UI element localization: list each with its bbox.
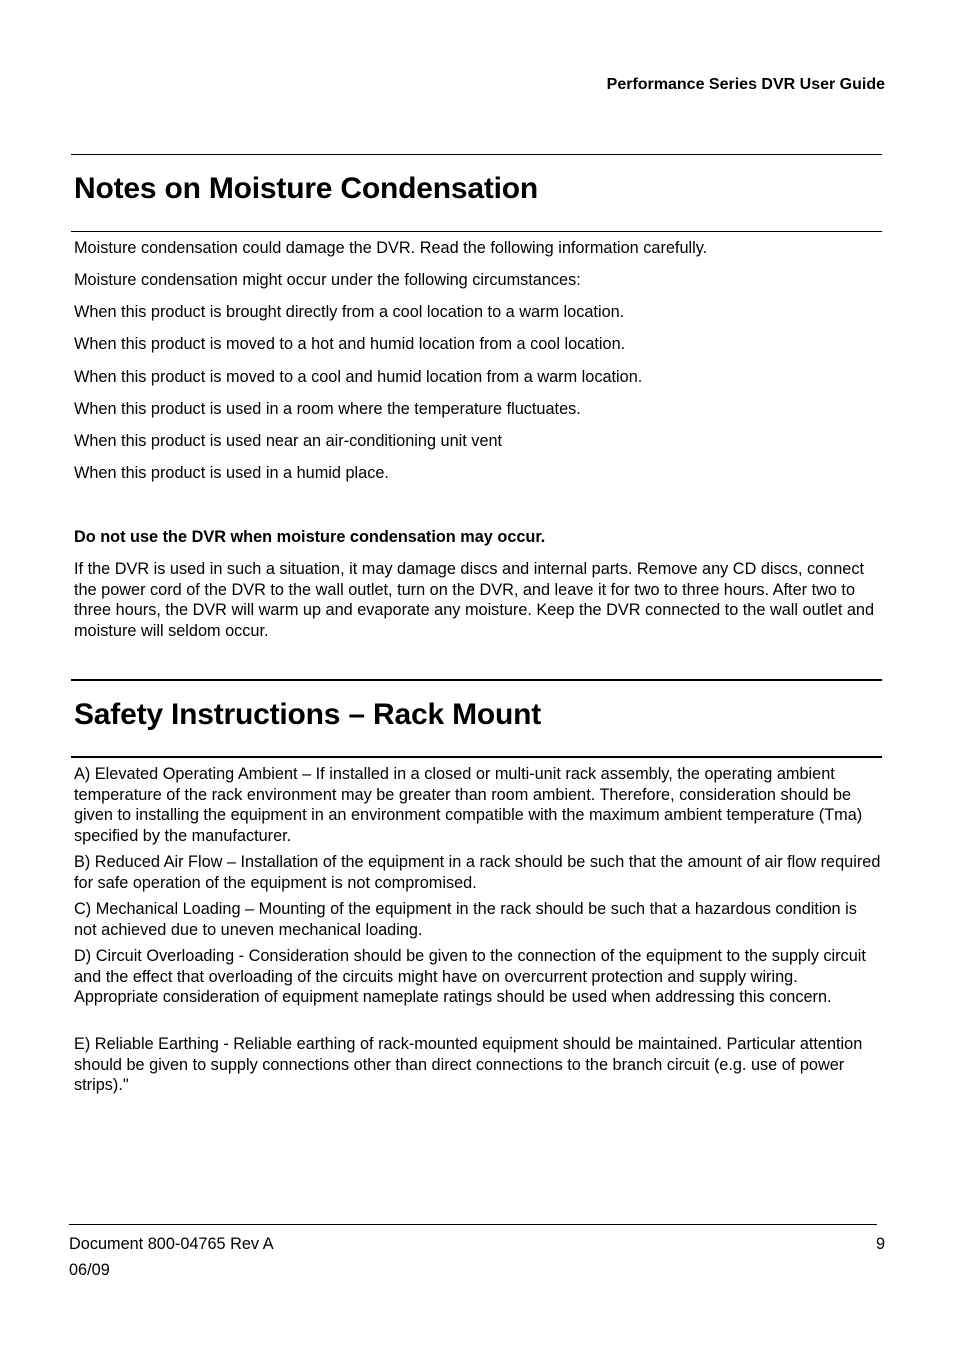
rack-item: E) Reliable Earthing - Reliable earthing of rack-mounted equipment should be maintained. Particular attention should be given to supply connections other than direct connections to the branch circuit (e.g. use of power strips)." xyxy=(74,1035,863,1095)
document-number: Document 800-04765 Rev A xyxy=(69,1235,274,1253)
page-number: 9 xyxy=(875,1235,885,1253)
section-top-rule xyxy=(71,154,882,155)
moisture-advice: If the DVR is used in such a situation, it may damage discs and internal parts. Remove any CD discs, connect the power cord of the DVR to the wall outlet, turn on the DVR, and leave it for two to three hours. After two to three hours, the DVR will warm up and evaporate any moisture. Keep the DVR connected to the wall outlet and moisture will seldom occur. xyxy=(74,560,875,640)
rack-item: B) Reduced Air Flow – Installation of the equipment in a rack should be such that the amount of air flow required for safe operation of the equipment is not compromised. xyxy=(74,853,881,892)
moisture-warning: Do not use the DVR when moisture condensation may occur. xyxy=(74,528,546,546)
rack-item: D) Circuit Overloading - Consideration should be given to the connection of the equipment to the supply circuit and the effect that overloading of the circuits might have on overcurrent protection and supply wiring. Appropriate consideration of equipment nameplate ratings should be used when addressing this concern. xyxy=(74,947,866,1007)
section-title-rule xyxy=(71,756,882,758)
moisture-item: When this product is used near an air-conditioning unit vent xyxy=(74,432,503,450)
running-header: Performance Series DVR User Guide xyxy=(606,76,885,93)
section-title-rule xyxy=(71,231,882,232)
moisture-item: When this product is brought directly from a cool location to a warm location. xyxy=(74,303,625,321)
moisture-item: When this product is used in a humid place. xyxy=(74,464,389,482)
rack-item: C) Mechanical Loading – Mounting of the equipment in the rack should be such that a hazardous condition is not achieved due to uneven mechanical loading. xyxy=(74,900,857,939)
document-date: 06/09 xyxy=(69,1261,110,1279)
rack-section-title: Safety Instructions – Rack Mount xyxy=(74,698,542,731)
moisture-item: When this product is used in a room where the temperature fluctuates. xyxy=(74,400,581,418)
moisture-item: When this product is moved to a hot and humid location from a cool location. xyxy=(74,335,626,353)
footer-rule xyxy=(69,1224,877,1225)
moisture-lead: Moisture condensation might occur under the following circumstances: xyxy=(74,271,581,289)
section-top-rule xyxy=(71,679,882,681)
moisture-section-title: Notes on Moisture Condensation xyxy=(74,172,539,205)
moisture-intro: Moisture condensation could damage the DVR. Read the following information carefully. xyxy=(74,239,708,257)
moisture-item: When this product is moved to a cool and humid location from a warm location. xyxy=(74,368,643,386)
rack-item: A) Elevated Operating Ambient – If installed in a closed or multi-unit rack assembly, the operating ambient temperature of the rack environment may be greater than room ambient. Therefore, consideration should be given to installing the equipment in an environment compatible with the maximum ambient temperature (Tma) specified by the manufacturer. xyxy=(74,765,863,845)
